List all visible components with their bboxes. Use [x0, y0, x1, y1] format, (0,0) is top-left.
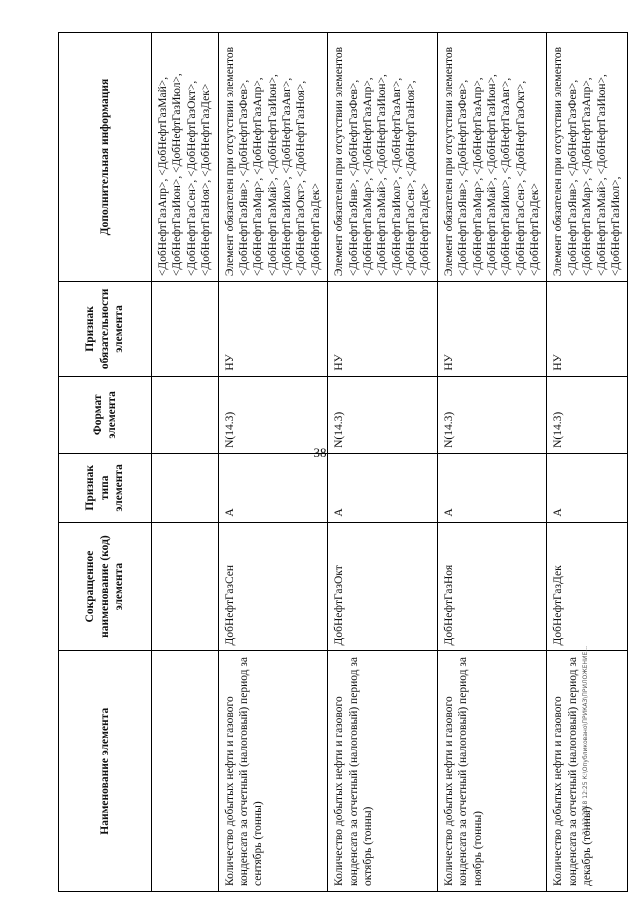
cell-obligation: НУ	[218, 282, 328, 376]
header-info: Дополнительная информация	[59, 33, 152, 282]
table-row	[328, 33, 438, 892]
cell-info: Элемент обязателен при отсутствии элементов <ДобНефтГазЯнв>, <ДобНефтГазФев>, <ДобНефтГазМар>, <ДобНефтГазАпр>, <ДобНефтГазМай>, <ДобНефтГазИюн>, <ДобНефтГазИюл>,	[547, 33, 628, 282]
cell-type: А	[437, 453, 547, 522]
header-type: Признак типа элемента	[59, 453, 152, 522]
cell-code	[152, 522, 219, 651]
table-row	[152, 33, 219, 892]
cell-type	[152, 453, 219, 522]
cell-type: А	[218, 453, 328, 522]
footer-stamp	[582, 646, 640, 905]
cell-name	[152, 651, 219, 892]
cell-type: А	[328, 453, 438, 522]
cell-format: N(14.3)	[547, 376, 628, 453]
cell-info: Элемент обязателен при отсутствии элементов <ДобНефтГазЯнв>, <ДобНефтГазФев>, <ДобНефтГазМар>, <ДобНефтГазАпр>, <ДобНефтГазМай>, <ДобНефтГазИюн>, <ДобНефтГазИюл>, <ДобНефтГазАвг>, <ДобНефтГазСен>, <ДобНефтГазОкт>, <ДобНефтГазДек>	[437, 33, 547, 282]
table-row	[437, 33, 547, 892]
cell-info: Элемент обязателен при отсутствии элементов <ДобНефтГазЯнв>, <ДобНефтГазФев>, <ДобНефтГазМар>, <ДобНефтГазАпр>, <ДобНефтГазМай>, <ДобНефтГазИюн>, <ДобНефтГазИюл>, <ДобНефтГазАвг>, <ДобНефтГазОкт>, <ДобНефтГазНоя>, <ДобНефтГазДек>	[218, 33, 328, 282]
cell-format: N(14.3)	[328, 376, 438, 453]
table-row	[218, 33, 328, 892]
header-format: Формат элемента	[59, 376, 152, 453]
header-obligation: Признак обязательности элемента	[59, 282, 152, 376]
cell-name: Количество добытых нефти и газового конденсата за отчетный (налоговый) период за октябрь (тонны)	[328, 651, 438, 892]
cell-name: Количество добытых нефти и газового конденсата за отчетный (налоговый) период за сентябрь (тонны)	[218, 651, 328, 892]
cell-format: N(14.3)	[437, 376, 547, 453]
cell-info: Элемент обязателен при отсутствии элементов <ДобНефтГазЯнв>, <ДобНефтГазФев>, <ДобНефтГазМар>, <ДобНефтГазАпр>, <ДобНефтГазМай>, <ДобНефтГазИюн>, <ДобНефтГазИюл>, <ДобНефтГазАвг>, <ДобНефтГазСен>, <ДобНефтГазНоя>, <ДобНефтГазДек>	[328, 33, 438, 282]
cell-code: ДобНефтГазОкт	[328, 522, 438, 651]
cell-format: N(14.3)	[218, 376, 328, 453]
header-name: Наименование элемента	[59, 651, 152, 892]
cell-obligation: НУ	[547, 282, 628, 376]
cell-format	[152, 376, 219, 453]
header-code: Сокращенное наименование (код) элемента	[59, 522, 152, 651]
cell-code: ДобНефтГазДек	[547, 522, 628, 651]
footer-stamp-text: 31.12.2018 12:25 К:\Опубликовано\ПРИКАЗ\ПРИЛОЖЕНИЕ...	[582, 646, 589, 835]
cell-name: Количество добытых нефти и газового конденсата за отчетный (налоговый) период за декабрь (тонны)	[547, 651, 628, 892]
page-number: 38	[313, 445, 327, 460]
cell-obligation: НУ	[328, 282, 438, 376]
elements-table	[58, 32, 628, 892]
cell-info: <ДобНефтГазАпр>, <ДобНефтГазМай>, <ДобНефтГазИюн>, <ДобНефтГазИюл>, <ДобНефтГазСен>, <ДобНефтГазОкт>, <ДобНефтГазНоя>, <ДобНефтГазДек>	[152, 33, 219, 282]
cell-type: А	[547, 453, 628, 522]
cell-obligation	[152, 282, 219, 376]
cell-name: Количество добытых нефти и газового конденсата за отчетный (налоговый) период за ноябрь (тонны)	[437, 651, 547, 892]
cell-obligation: НУ	[437, 282, 547, 376]
table-header-row	[59, 33, 152, 892]
cell-code: ДобНефтГазСен	[218, 522, 328, 651]
cell-code: ДобНефтГазНоя	[437, 522, 547, 651]
